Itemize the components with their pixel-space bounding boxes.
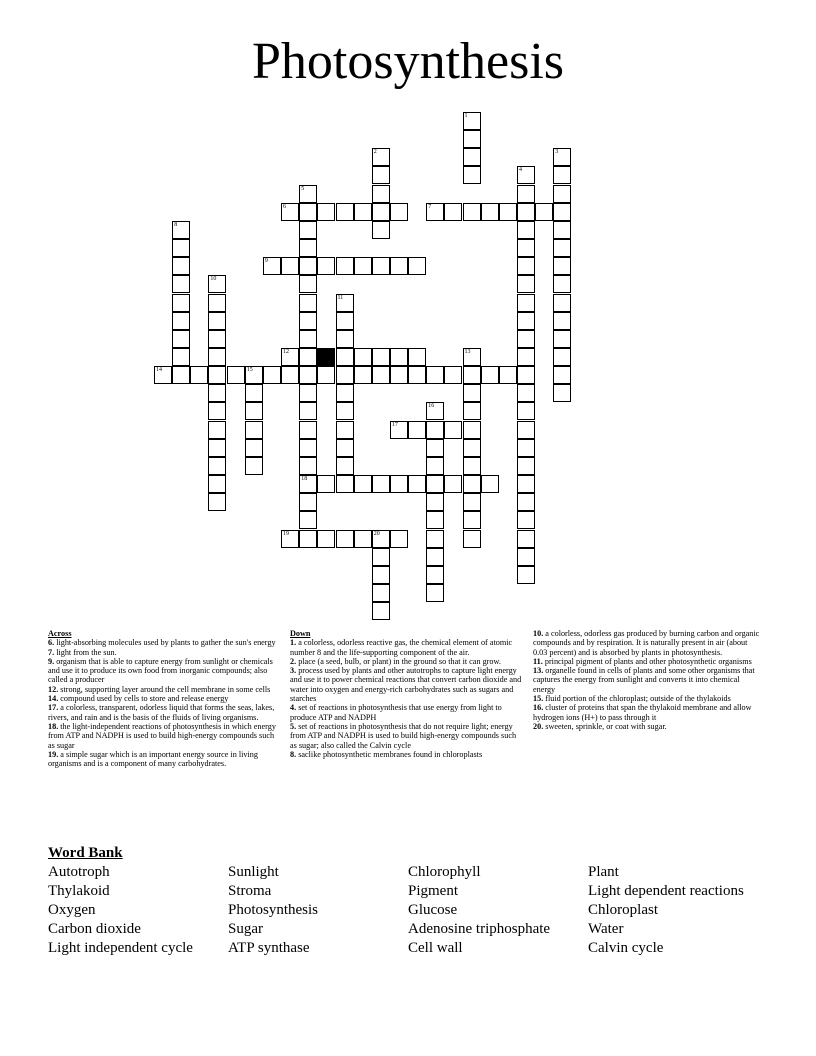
clue-number: 18. — [48, 721, 59, 731]
clue-text: set of reactions in photosynthesis that do not require light; energy from ATP and NADPH is used to build high-energy compounds such as sugar; also called the Calvin cycle — [290, 721, 517, 750]
clue-number: 14. — [48, 694, 59, 704]
clue-number: 13 — [464, 348, 471, 355]
grid-cell — [444, 203, 462, 221]
clue-text: a colorless, odorless gas produced by burning carbon and organic compounds and by respiration. It is naturally present in air (about 0.03 percent) and is absorbed by plants in photosynthesis. — [533, 629, 760, 657]
clue-number: 19. — [48, 749, 59, 759]
word-bank-item: Glucose — [408, 902, 458, 918]
clue-text: principal pigment of plants and other photosynthetic organisms — [544, 656, 752, 666]
clue-number: 4. — [290, 703, 297, 713]
grid-cell — [426, 439, 444, 457]
grid-cell — [208, 475, 226, 493]
clue-text: the light-independent reactions of photosynthesis in which energy from ATP and NADPH is used to build high-energy compounds such as sugar — [48, 721, 276, 750]
grid-cell — [517, 366, 535, 384]
clue-text: set of reactions in photosynthesis that use energy from light to produce ATP and NADPH — [290, 703, 502, 722]
grid-cell — [408, 348, 426, 366]
grid-cell — [463, 530, 481, 548]
clue-number: 19 — [283, 530, 289, 537]
grid-cell — [517, 439, 535, 457]
grid-cell — [208, 294, 226, 312]
grid-cell — [463, 511, 481, 529]
grid-cell — [372, 148, 390, 166]
clue-number: 20. — [533, 721, 544, 731]
clue — [48, 657, 280, 685]
grid-cell — [299, 421, 317, 439]
grid-cell — [281, 366, 299, 384]
grid-cell — [354, 348, 372, 366]
word-bank-column-1 — [48, 863, 193, 958]
word-bank-item: Autotroph — [48, 864, 110, 880]
grid-cell — [517, 166, 535, 184]
grid-cell — [408, 475, 426, 493]
clue-text: light-absorbing molecules used by plants to gather the sun's energy — [56, 638, 276, 648]
grid-cell — [517, 475, 535, 493]
grid-cell — [408, 421, 426, 439]
clue-text: strong, supporting layer around the cell membrane in some cells — [60, 684, 271, 694]
grid-cell — [372, 548, 390, 566]
word-bank-item: Water — [588, 921, 624, 937]
word-bank-item: Light independent cycle — [48, 940, 193, 956]
grid-cell — [208, 366, 226, 384]
grid-cell — [517, 312, 535, 330]
grid-cell — [390, 348, 408, 366]
grid-cell — [263, 257, 281, 275]
grid-cell — [245, 421, 263, 439]
grid-cell — [336, 384, 354, 402]
word-bank-column-4 — [588, 863, 744, 958]
grid-cell — [299, 257, 317, 275]
word-bank-item: Stroma — [228, 883, 272, 899]
grid-cell — [553, 203, 571, 221]
grid-cell — [299, 511, 317, 529]
grid-cell — [517, 548, 535, 566]
word-bank-item: Photosynthesis — [228, 902, 319, 918]
grid-cell — [208, 312, 226, 330]
grid-cell — [426, 511, 444, 529]
clue-number: 15 — [246, 367, 253, 374]
grid-cell — [499, 203, 517, 221]
word-bank-item: Thylakoid — [48, 883, 110, 899]
clue-text: saclike photosynthetic membranes found in chloroplasts — [298, 749, 483, 759]
clue-number: 18 — [301, 476, 308, 482]
grid-cell — [336, 312, 354, 330]
grid-cell — [535, 203, 553, 221]
clue — [48, 638, 280, 647]
clue-text: sweeten, sprinkle, or coat with sugar. — [545, 721, 667, 731]
grid-cell — [463, 148, 481, 166]
grid-cell — [444, 421, 462, 439]
grid-cell — [245, 402, 263, 420]
grid-cell — [553, 312, 571, 330]
grid-cell — [517, 493, 535, 511]
clue-number: 1. — [290, 638, 297, 648]
grid-cell — [299, 348, 317, 366]
grid-cell — [336, 457, 354, 475]
clue-number: 13. — [533, 666, 544, 676]
grid-cell — [208, 330, 226, 348]
down-heading: Down — [290, 629, 311, 638]
grid-cell — [553, 330, 571, 348]
grid-cell — [390, 475, 408, 493]
clue — [48, 648, 280, 657]
grid-cell — [299, 330, 317, 348]
grid-cell — [517, 330, 535, 348]
grid-cell — [372, 366, 390, 384]
word-bank-item: Light dependent reactions — [588, 883, 744, 899]
grid-cell — [463, 457, 481, 475]
grid-cell — [172, 330, 190, 348]
grid-cell — [172, 294, 190, 312]
clue-text: fluid portion of the chloroplast; outside of the thylakoids — [545, 694, 731, 704]
clue-number: 7 — [428, 203, 432, 210]
clue — [48, 750, 280, 769]
grid-cell — [299, 402, 317, 420]
grid-cell — [336, 257, 354, 275]
clue-number: 12. — [48, 684, 59, 694]
clue-number: 3 — [555, 149, 559, 156]
grid-cell — [208, 439, 226, 457]
grid-cell — [245, 457, 263, 475]
grid-cell — [372, 584, 390, 602]
clue-text: cluster of proteins that span the thylakoid membrane and allow hydrogen ions (H+) to pass through it — [533, 703, 752, 722]
grid-cell — [426, 548, 444, 566]
grid-cell — [299, 475, 317, 493]
clue-number: 11 — [337, 294, 344, 301]
grid-cell — [463, 493, 481, 511]
clue-number: 16 — [428, 403, 435, 410]
grid-cell — [553, 366, 571, 384]
grid-cell — [336, 330, 354, 348]
grid-cell — [336, 366, 354, 384]
grid-cell — [390, 203, 408, 221]
grid-cell — [299, 294, 317, 312]
grid-cell — [517, 348, 535, 366]
clue — [533, 657, 761, 666]
grid-cell — [317, 366, 335, 384]
grid-cell — [299, 221, 317, 239]
grid-cell — [426, 584, 444, 602]
clue-number: 16. — [533, 703, 544, 713]
grid-cell — [517, 275, 535, 293]
grid-cell — [227, 366, 245, 384]
grid-cell — [299, 457, 317, 475]
grid-cell — [245, 366, 263, 384]
grid-cell — [354, 366, 372, 384]
clue — [290, 703, 523, 722]
clue — [290, 657, 523, 666]
grid-cell — [553, 221, 571, 239]
grid-cell — [390, 257, 408, 275]
grid-cell — [408, 257, 426, 275]
grid-cell — [336, 348, 354, 366]
grid-cell — [372, 257, 390, 275]
grid-cell — [517, 384, 535, 402]
grid-cell — [426, 421, 444, 439]
grid-cell — [426, 203, 444, 221]
grid-cell — [281, 348, 299, 366]
clue-number: 3. — [290, 666, 297, 676]
grid-cell — [336, 421, 354, 439]
grid-cell — [463, 112, 481, 130]
grid-cell — [499, 366, 517, 384]
word-bank-item: Pigment — [408, 883, 459, 899]
grid-cell — [481, 203, 499, 221]
grid-cell — [208, 275, 226, 293]
word-bank-item: Chloroplast — [588, 902, 658, 918]
grid-cell — [372, 566, 390, 584]
clue-number: 9 — [264, 258, 268, 265]
clue-text: a colorless, transparent, odorless liquid that forms the seas, lakes, rivers, and rain and is the basis of the fluids of living organisms. — [48, 703, 275, 722]
grid-cell — [354, 203, 372, 221]
grid-cell — [463, 166, 481, 184]
clue-number: 2. — [290, 656, 297, 666]
grid-cell — [172, 366, 190, 384]
clue-number: 6. — [48, 638, 55, 648]
grid-cell — [463, 384, 481, 402]
clue-text: place (a seed, bulb, or plant) in the ground so that it can grow. — [298, 656, 501, 666]
down-clues-continued — [533, 629, 761, 731]
clue-text: a simple sugar which is an important energy source in living organisms and is a component of many carbohydrates. — [48, 749, 258, 769]
grid-cell — [517, 402, 535, 420]
clue-text: process used by plants and other autotrophs to capture light energy and use it to power chemical reactions that convert carbon dioxide and water into oxygen and energy-rich carbohydrates such as sugars and starches — [290, 666, 522, 704]
grid-cell — [517, 566, 535, 584]
clue — [290, 722, 523, 750]
clue-number: 5. — [290, 721, 297, 731]
grid-cell — [390, 530, 408, 548]
grid-cell — [299, 275, 317, 293]
grid-cell — [208, 493, 226, 511]
word-bank-item: Sunlight — [228, 864, 279, 880]
word-bank-column-3 — [408, 863, 550, 958]
grid-cell — [372, 602, 390, 620]
grid-cell — [517, 221, 535, 239]
word-bank-column-2 — [228, 863, 318, 958]
grid-cell — [390, 366, 408, 384]
grid-cell — [426, 493, 444, 511]
grid-cell — [463, 421, 481, 439]
clue-number: 5 — [301, 185, 305, 192]
grid-cell — [336, 402, 354, 420]
grid-cell — [372, 203, 390, 221]
grid-cell — [281, 257, 299, 275]
word-bank-item: ATP synthase — [228, 940, 310, 956]
grid-cell — [463, 203, 481, 221]
grid-cell — [372, 348, 390, 366]
clue-number: 17. — [48, 703, 59, 713]
grid-cell — [372, 475, 390, 493]
grid-cell — [426, 402, 444, 420]
grid-cell — [245, 439, 263, 457]
clue-number: 4 — [519, 167, 522, 174]
grid-cell — [299, 530, 317, 548]
grid-cell — [336, 475, 354, 493]
word-bank-item: Plant — [588, 864, 619, 880]
clue — [533, 629, 761, 657]
grid-cell — [463, 475, 481, 493]
word-bank-item: Sugar — [228, 921, 263, 937]
down-clues — [290, 629, 523, 759]
grid-cell — [336, 203, 354, 221]
word-bank-item: Cell wall — [408, 940, 463, 956]
clue — [533, 666, 761, 694]
grid-cell — [463, 366, 481, 384]
grid-cell — [263, 366, 281, 384]
across-heading: Across — [48, 629, 72, 638]
clue — [533, 722, 761, 731]
grid-cell — [172, 312, 190, 330]
grid-cell — [444, 475, 462, 493]
grid-cell — [172, 348, 190, 366]
across-clues — [48, 629, 280, 768]
grid-cell — [426, 566, 444, 584]
clue-number: 8 — [174, 221, 178, 228]
word-bank-item: Carbon dioxide — [48, 921, 141, 937]
clue-number: 15. — [533, 694, 544, 704]
grid-cell — [299, 312, 317, 330]
clue-text: organelle found in cells of plants and some other organisms that captures the energy from sunlight and converts it into chemical energy — [533, 666, 755, 694]
clue-number: 1 — [464, 113, 468, 119]
grid-cell — [553, 148, 571, 166]
grid-cell — [463, 439, 481, 457]
clue — [48, 722, 280, 750]
grid-cell — [172, 275, 190, 293]
grid-cell — [299, 185, 317, 203]
grid-cell — [444, 366, 462, 384]
grid-cell — [281, 530, 299, 548]
grid-cell — [553, 294, 571, 312]
grid-cell — [317, 257, 335, 275]
grid-cell — [553, 185, 571, 203]
clue-text: a colorless, odorless reactive gas, the chemical element of atomic number 8 and the life-supporting component of the air. — [290, 638, 513, 657]
grid-cell — [426, 366, 444, 384]
grid-cell — [426, 530, 444, 548]
grid-cell — [208, 457, 226, 475]
grid-cell — [172, 221, 190, 239]
word-bank-item: Adenosine triphosphate — [408, 921, 551, 937]
clue — [48, 703, 280, 722]
grid-cell — [372, 530, 390, 548]
grid-cell — [354, 257, 372, 275]
clue — [533, 703, 761, 722]
clue-number: 7. — [48, 647, 55, 657]
clue-number: 17 — [391, 421, 398, 428]
grid-cell — [336, 439, 354, 457]
grid-cell — [517, 257, 535, 275]
word-bank-item: Calvin cycle — [588, 940, 664, 956]
grid-cell — [208, 348, 226, 366]
grid-cell — [354, 475, 372, 493]
grid-cell — [208, 402, 226, 420]
clue-number: 6 — [283, 203, 286, 210]
grid-cell — [426, 457, 444, 475]
clue-number: 20 — [373, 530, 380, 537]
grid-cell — [354, 530, 372, 548]
grid-cell — [299, 239, 317, 257]
grid-cell — [317, 530, 335, 548]
clue — [48, 685, 280, 694]
clue-number: 12 — [283, 348, 289, 355]
grid-cell — [553, 257, 571, 275]
grid-cell — [336, 530, 354, 548]
grid-cell — [553, 166, 571, 184]
grid-cell — [463, 348, 481, 366]
grid-cell — [553, 239, 571, 257]
grid-cell — [299, 493, 317, 511]
clue — [290, 638, 523, 657]
grid-cell — [481, 475, 499, 493]
grid-cell — [172, 257, 190, 275]
grid-cell — [245, 384, 263, 402]
grid-cell — [481, 366, 499, 384]
grid-cell — [390, 421, 408, 439]
grid-cell — [299, 439, 317, 457]
clue — [533, 694, 761, 703]
grid-cell — [553, 384, 571, 402]
clue-number: 8. — [290, 749, 297, 759]
grid-cell — [317, 475, 335, 493]
page-title: Photosynthesis — [251, 33, 565, 90]
grid-cell — [281, 203, 299, 221]
grid-cell — [517, 185, 535, 203]
grid-cell — [336, 294, 354, 312]
word-bank-item: Chlorophyll — [408, 864, 481, 880]
grid-cell — [517, 294, 535, 312]
grid-cell — [426, 475, 444, 493]
grid-cell — [190, 366, 208, 384]
grid-cell — [517, 421, 535, 439]
grid-cell — [553, 348, 571, 366]
grid-cell — [372, 221, 390, 239]
grid-cell — [372, 185, 390, 203]
clue — [290, 666, 523, 703]
grid-cell — [208, 421, 226, 439]
grid-cell — [154, 366, 172, 384]
grid-cell — [517, 530, 535, 548]
grid-cell — [299, 384, 317, 402]
clue-number: 2 — [373, 149, 377, 156]
black-square — [317, 348, 335, 366]
grid-cell — [463, 402, 481, 420]
grid-cell — [372, 166, 390, 184]
grid-cell — [517, 511, 535, 529]
grid-cell — [172, 239, 190, 257]
clue-number: 10. — [533, 629, 544, 638]
grid-cell — [463, 130, 481, 148]
clue-text: organism that is able to capture energy from sunlight or chemicals and use it to produce its own food from inorganic compounds; also called a producer — [48, 656, 273, 685]
grid-cell — [317, 203, 335, 221]
clue-number: 10 — [210, 276, 217, 283]
grid-cell — [553, 275, 571, 293]
word-bank-item: Oxygen — [48, 902, 96, 918]
grid-cell — [299, 203, 317, 221]
grid-cell — [517, 457, 535, 475]
word-bank-heading: Word Bank — [48, 845, 123, 861]
clue-number: 11. — [533, 656, 543, 666]
grid-cell — [517, 203, 535, 221]
grid-cell — [299, 366, 317, 384]
clue-number: 14 — [156, 367, 162, 374]
grid-cell — [208, 384, 226, 402]
clue-number: 9. — [48, 656, 55, 666]
grid-cell — [408, 366, 426, 384]
clue — [290, 750, 523, 759]
clue-text: light from the sun. — [56, 647, 117, 657]
clue — [48, 694, 280, 703]
clue-text: compound used by cells to store and release energy — [60, 694, 229, 704]
grid-cell — [517, 239, 535, 257]
